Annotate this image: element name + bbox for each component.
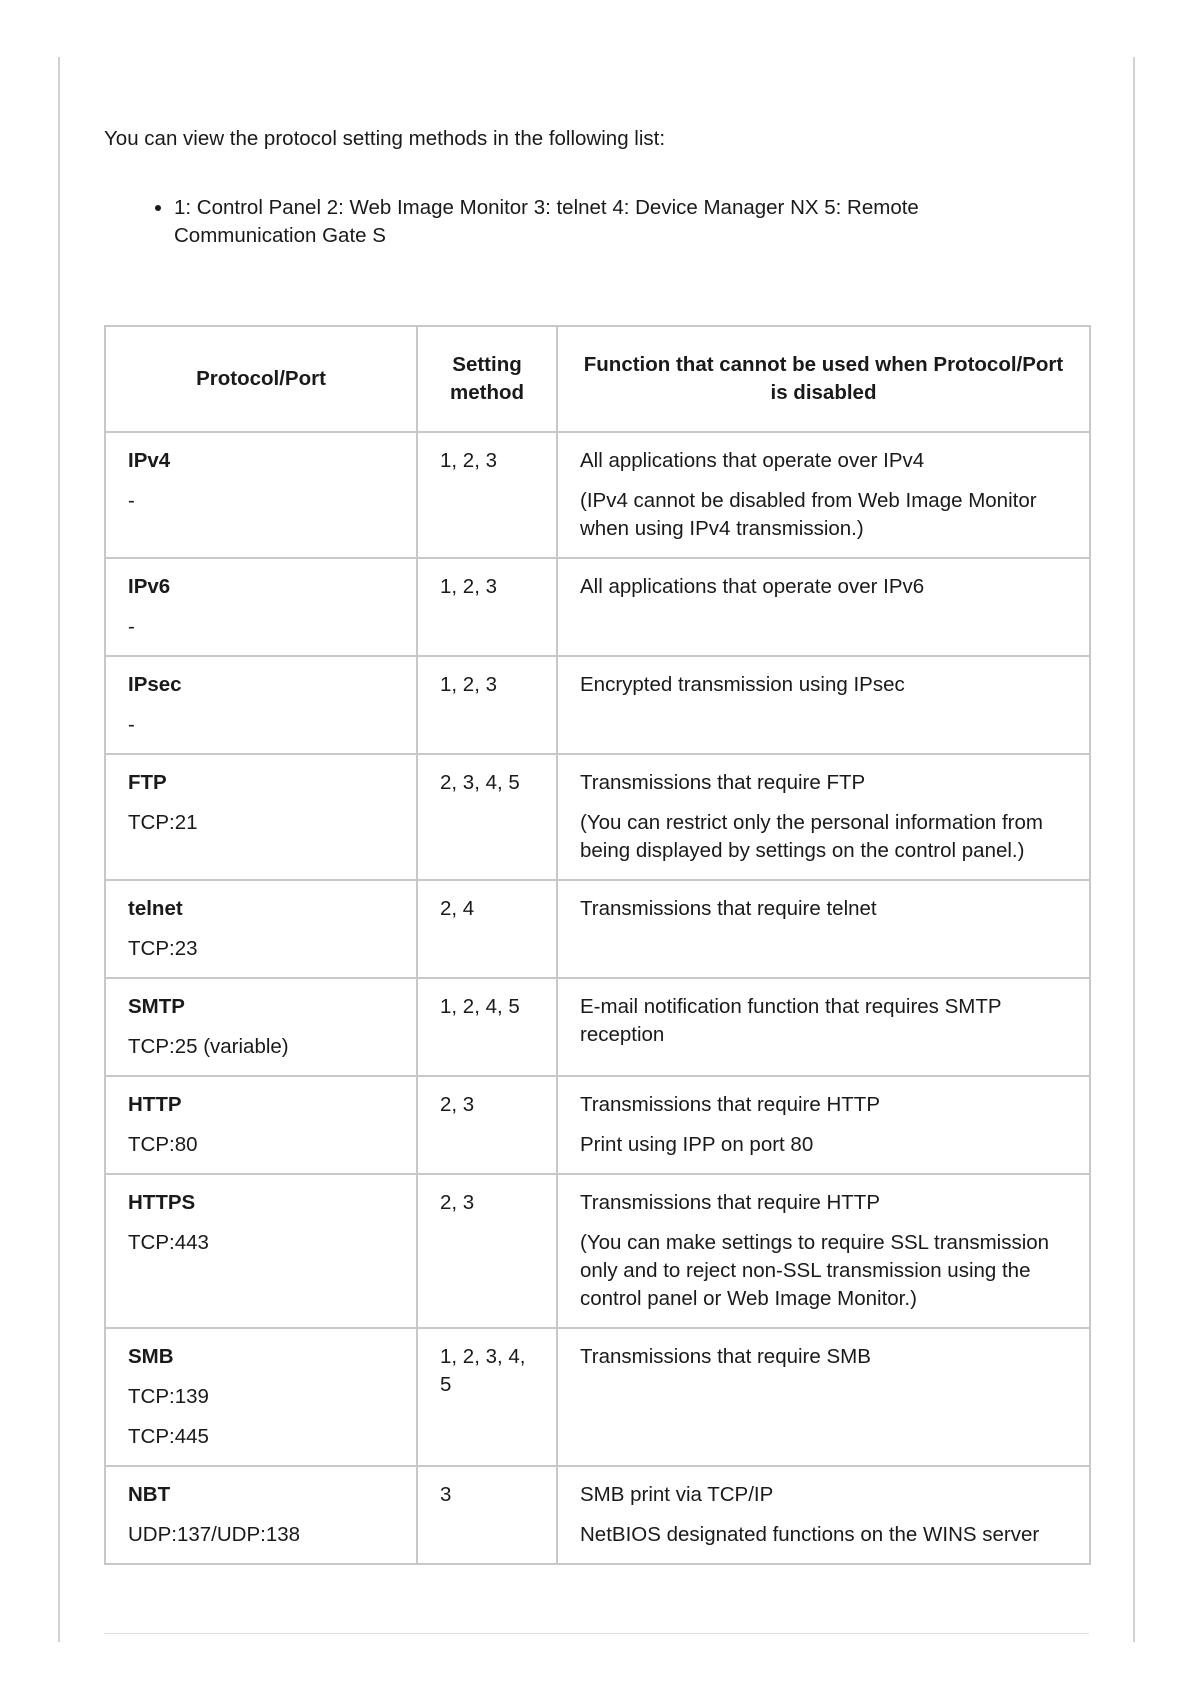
function-cell xyxy=(557,978,1090,1076)
protocol-cell xyxy=(105,656,417,754)
protocol-name: HTTP xyxy=(128,1093,182,1116)
protocol-port: TCP:443 xyxy=(128,1231,209,1254)
setting-method-cell: 1, 2, 3 xyxy=(417,656,557,754)
protocol-port: TCP:139 xyxy=(128,1385,209,1408)
protocol-table xyxy=(104,325,1091,1565)
table-row xyxy=(105,656,1090,754)
protocol-name: HTTPS xyxy=(128,1191,196,1214)
table-row xyxy=(105,880,1090,978)
page-right-border xyxy=(1133,57,1135,1642)
protocol-name: SMB xyxy=(128,1345,174,1368)
function-text: (IPv4 cannot be disabled from Web Image Monitor when using IPv4 transmission.) xyxy=(580,489,1037,540)
methods-list xyxy=(104,194,984,250)
function-cell xyxy=(557,432,1090,558)
setting-method-cell: 1, 2, 4, 5 xyxy=(417,978,557,1076)
protocol-port: - xyxy=(128,489,135,512)
header-setting-method: Setting method xyxy=(417,326,557,432)
protocol-name: IPv4 xyxy=(128,449,171,472)
page-left-border xyxy=(58,57,60,1642)
protocol-port: TCP:23 xyxy=(128,937,198,960)
table-row xyxy=(105,432,1090,558)
function-text: NetBIOS designated functions on the WINS server xyxy=(580,1523,1040,1546)
intro-text: You can view the protocol setting methods in the following list: xyxy=(104,127,666,150)
protocol-port: - xyxy=(128,615,135,638)
methods-list-item: • 1: Control Panel 2: Web Image Monitor 3: telnet 4: Device Manager NX 5: Remote Communication Gate S xyxy=(174,194,984,250)
setting-method-cell: 1, 2, 3 xyxy=(417,558,557,656)
setting-method-cell: 2, 3 xyxy=(417,1076,557,1174)
function-cell xyxy=(557,1466,1090,1564)
setting-method-cell: 2, 3 xyxy=(417,1174,557,1328)
function-text: (You can make settings to require SSL transmission only and to reject non-SSL transmission using the control panel or Web Image Monitor.) xyxy=(580,1231,1050,1310)
protocol-name: IPv6 xyxy=(128,575,171,598)
table-row xyxy=(105,978,1090,1076)
function-text: All applications that operate over IPv6 xyxy=(580,575,925,598)
protocol-cell xyxy=(105,432,417,558)
function-cell xyxy=(557,880,1090,978)
setting-method-cell: 1, 2, 3, 4, 5 xyxy=(417,1328,557,1466)
protocol-port: - xyxy=(128,713,135,736)
header-protocol-port: Protocol/Port xyxy=(105,326,417,432)
header-function: Function that cannot be used when Protocol/Port is disabled xyxy=(557,326,1090,432)
function-cell xyxy=(557,754,1090,880)
function-cell xyxy=(557,1076,1090,1174)
protocol-cell xyxy=(105,880,417,978)
function-text: Transmissions that require telnet xyxy=(580,897,877,920)
table-row xyxy=(105,1328,1090,1466)
protocol-cell xyxy=(105,978,417,1076)
function-text: Print using IPP on port 80 xyxy=(580,1133,814,1156)
function-text: SMB print via TCP/IP xyxy=(580,1483,774,1506)
setting-method-cell: 2, 4 xyxy=(417,880,557,978)
setting-method-cell: 2, 3, 4, 5 xyxy=(417,754,557,880)
protocol-port: TCP:80 xyxy=(128,1133,198,1156)
function-text: Transmissions that require HTTP xyxy=(580,1093,880,1116)
protocol-cell xyxy=(105,558,417,656)
function-cell xyxy=(557,1174,1090,1328)
protocol-name: NBT xyxy=(128,1483,171,1506)
protocol-port: UDP:137/UDP:138 xyxy=(128,1523,301,1546)
table-header-row xyxy=(105,326,1090,432)
protocol-port: TCP:25 (variable) xyxy=(128,1035,289,1058)
protocol-cell xyxy=(105,1076,417,1174)
setting-method-cell: 3 xyxy=(417,1466,557,1564)
function-cell xyxy=(557,1328,1090,1466)
function-cell xyxy=(557,656,1090,754)
table-row xyxy=(105,754,1090,880)
function-text: (You can restrict only the personal information from being displayed by settings on the control panel.) xyxy=(580,811,1043,862)
protocol-cell xyxy=(105,1466,417,1564)
table-row xyxy=(105,1174,1090,1328)
protocol-name: IPsec xyxy=(128,673,182,696)
function-text: Transmissions that require SMB xyxy=(580,1345,871,1368)
function-text: Encrypted transmission using IPsec xyxy=(580,673,905,696)
function-text: Transmissions that require HTTP xyxy=(580,1191,880,1214)
function-text: All applications that operate over IPv4 xyxy=(580,449,925,472)
protocol-port: TCP:21 xyxy=(128,811,198,834)
protocol-name: FTP xyxy=(128,771,167,794)
bottom-divider xyxy=(104,1633,1089,1634)
function-cell xyxy=(557,558,1090,656)
protocol-name: SMTP xyxy=(128,995,185,1018)
protocol-cell xyxy=(105,1328,417,1466)
function-text: Transmissions that require FTP xyxy=(580,771,866,794)
protocol-name: telnet xyxy=(128,897,183,920)
protocol-cell xyxy=(105,1174,417,1328)
setting-method-cell: 1, 2, 3 xyxy=(417,432,557,558)
table-row xyxy=(105,558,1090,656)
protocol-cell xyxy=(105,754,417,880)
function-text: E-mail notification function that requires SMTP reception xyxy=(580,995,1002,1046)
protocol-port: TCP:445 xyxy=(128,1425,209,1448)
table-row xyxy=(105,1076,1090,1174)
table-row xyxy=(105,1466,1090,1564)
